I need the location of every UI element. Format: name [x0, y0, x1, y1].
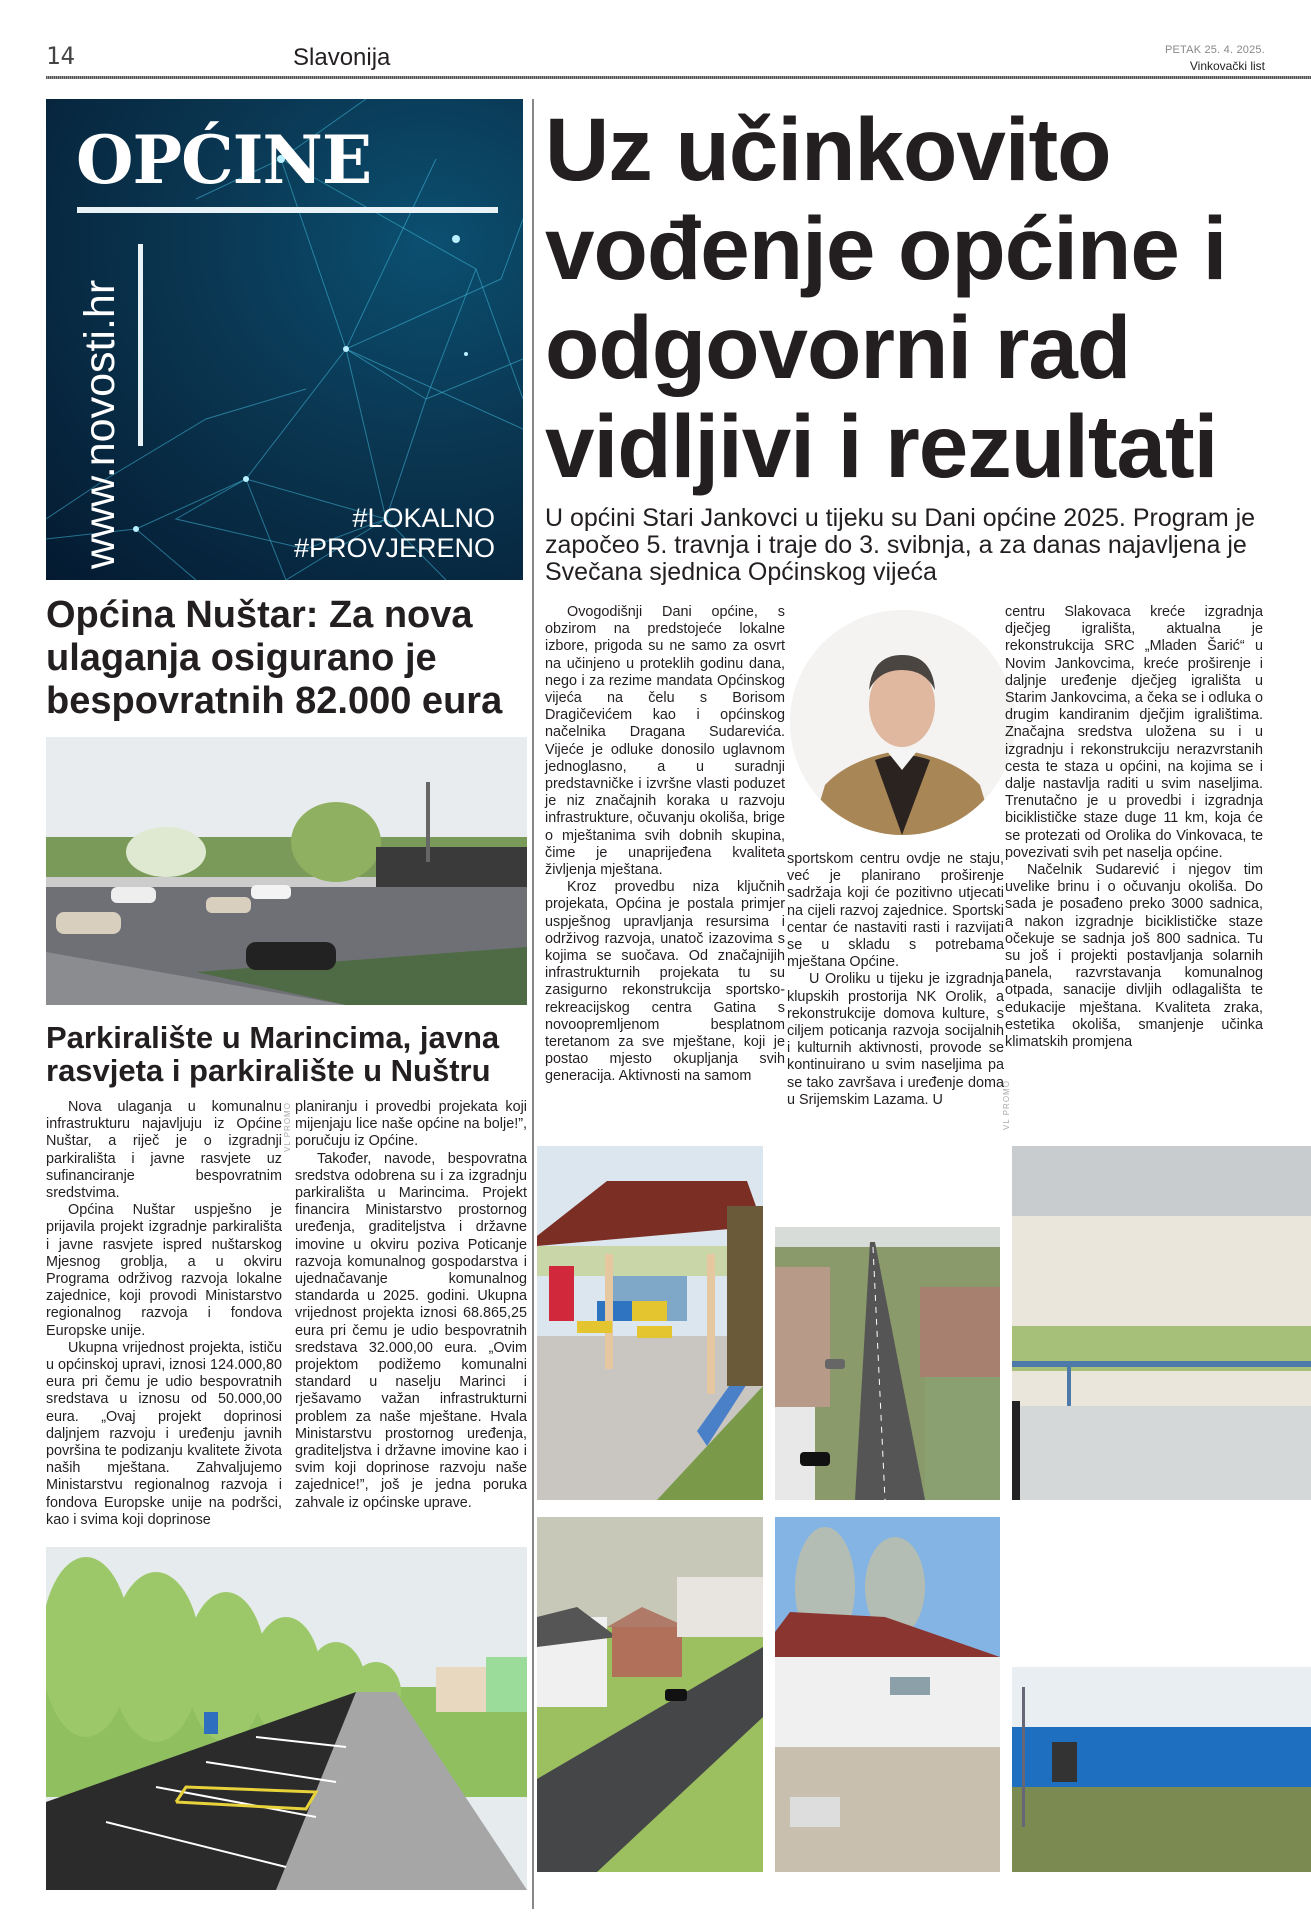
mayor-portrait — [790, 610, 1015, 835]
main-headline: Uz učinkovito vođenje općine i odgovorni rad vidljivi i rezultati — [545, 99, 1227, 496]
paragraph: Načelnik Sudarević i njegov tim uvelike brinu i o očuvanju okoliša. Do sada je posađeno preko 3000 sadnica, a nakon izgradnje biciklističke staze očekuje se sadnja još 800 sadnica. Tu su još i projekti postavljanja solarnih panela, razvrstavanja komunalnog otpada, sanacije divljih odlagališta te edukacije mještana. Kvaliteta zraka, estetika okoliša, smanjenje učinka klimatskih promjena — [1005, 862, 1263, 1051]
banner-hashtags — [294, 503, 495, 563]
paragraph: Kroz provedbu niza ključnih projekata, Općina je postala primjer uspješnog upravljanja resursima i održivog razvoja, unatoč izazovima s kojima se suočava. Od značajnijih infrastrukturnih projekata tu su zasigurno rekonstrukcija sportsko-rekreacijskog centra Gatina s novoopremljenom besplatnom teretanom za sve mještane, koji je postao mjesto okupljanja svih generacija. Aktivnosti na samom — [545, 879, 785, 1085]
section-title: Slavonija — [293, 44, 391, 71]
nustar-headline: Općina Nuštar: Za nova ulaganja osigurano je bespovratnih 82.000 eura — [46, 594, 503, 722]
gallery-photo-street — [537, 1517, 763, 1872]
banner-url-link[interactable]: www.novosti.hr — [76, 279, 124, 569]
issue-date: PETAK 25. 4. 2025. — [1164, 44, 1265, 56]
promo-label: VL PROMO — [283, 1102, 292, 1152]
opcine-banner-ad[interactable] — [46, 99, 523, 580]
paragraph: U Oroliku u tijeku je izgradnja klupskih prostorija NK Orolik, a rekonstrukcije domova kulture, s ciljem poticanja razvoja socijalnih i kulturnih aktivnosti, provode se kontinuirano u svim naseljima pa se tako završava i uređenje doma u Srijemskim Lazama. U — [787, 971, 1004, 1108]
promo-label: VL PROMO — [1002, 1080, 1011, 1130]
page-number: 14 — [46, 42, 75, 70]
paragraph: Ukupna vrijednost projekta, ističu u općinskoj upravi, iznosi 124.000,80 eura pri čemu je udio bespovratnih sredstava u iznosu od 50.000,00 eura. „Ovaj projekt doprinosi daljnjem razvoju i uređenju javnih površina te podizanju kvalitete života naših mještana. Zahvaljujemo Ministarstvu regionalnog razvoja i fondova Europske unije na podršci, kao i svima koji doprinose — [46, 1339, 282, 1528]
nustar-parking-photo — [46, 737, 527, 1005]
main-deck: U općini Stari Jankovci u tijeku su Dani općine 2025. Program je započeo 5. travnja i traje do 3. svibnja, a za danas najavljena je Svečana sjednica Općinskog vijeća — [545, 504, 1256, 586]
nustar-body-column-2 — [295, 1099, 527, 1512]
paragraph: sportskom centru ovdje ne staju, već je planirano proširenje sadržaja koji će pozitivno utjecati na cijeli razvoj zajednice. Sportski centar će nastaviti rasti i razvijati se u skladu s potrebama mještana Općine. — [787, 851, 1004, 971]
header-rule — [46, 76, 1311, 79]
main-body-column-2 — [787, 851, 1004, 1109]
banner-title: OPĆINE — [76, 121, 372, 199]
gallery-photo-new-building — [775, 1517, 1000, 1872]
paragraph: planiranju i provedbi projekata koji mijenjaju lice naše općine na bolje!”, poručuju iz Općine. — [295, 1099, 527, 1150]
gallery-photo-blue-building — [1012, 1517, 1311, 1872]
main-body-column-3 — [1005, 604, 1263, 1051]
hashtag-provjereno: #PROVJERENO — [293, 533, 495, 563]
paragraph: Nova ulaganja u komunalnu infrastrukturu najavljuju iz Općine Nuštar, a riječ je o izgradnji parkirališta i javne rasvjete uz sufinanciranje bespovratnim sredstvima. — [46, 1099, 282, 1202]
gallery-photo-road — [775, 1227, 1000, 1500]
hashtag-lokalno: #LOKALNO — [352, 503, 495, 533]
paragraph: centru Slakovaca kreće izgradnja dječjeg igrališta, aktualna je rekonstrukcija SRC „Mladen Šarić“ u Novim Jankovcima, kreće proširenje i daljnje uređenje dječjeg igrališta u Starim Jankovcima, a čeka se i odluka o drugim kandiranim dječjim igralištima. Značajna sredstva uložena su i u izgradnju i rekonstrukciju nerazvrstanih cesta te staza u općini, na kojima se i dalje nastavlja raditi u svim naseljima. Trenutačno je u provedbi i izgradnja biciklističke staze duge 11 km, koja će se protezati od Orolika do Vinkovaca, te povezivati svih pet naselja općine. — [1005, 604, 1263, 861]
marinci-parking-render — [46, 1547, 527, 1890]
paragraph: Ovogodišnji Dani općine, s obzirom na predstojeće lokalne izbore, prigoda su ne samo za osvrt na učinjeno u proteklih godinu dana, nego i za rezime mandata Općinskog vijeća na čelu s Borisom Dragičevićem kao i općinskog načelnika Dragana Sudarevića. Vijeće je odluke donosilo uglavnom jednoglasno, a u suradnji predstavničke i izvršne vlasti poduzet je niz značajnih koraka u razvoju infrastrukture, očuvanju okoliša, brige o mještanima svih dobnih skupina, čime je unaprijeđena kvaliteta življenja mještana. — [545, 604, 785, 879]
gallery-photo-pavilion — [537, 1146, 763, 1500]
publication-name: Vinkovački list — [1189, 59, 1265, 73]
main-body-column-1 — [545, 604, 785, 1086]
banner-vertical-rule — [138, 244, 143, 446]
nustar-subhead: Parkiralište u Marincima, javna rasvjeta i parkiralište u Nuštru — [46, 1020, 500, 1088]
paragraph: Također, navode, bespovratna sredstva odobrena su i za izgradnju parkirališta u Marincima. Projekt financira Ministarstvo prostornog uređenja, graditeljstva i državne imovine u okviru poziva Poticanje razvoja komunalnog gospodarstva i ujednačavanje komunalnog standarda u 2025. godini. Ukupna vrijednost projekta iznosi 68.865,25 eura pri čemu je udio bespovratnih sredstava 32.000,00 eura. „Ovim projektom podižemo komunalni standard u naselju Marinci i rješavamo važan infrastrukturni problem za naše mještane. Hvala Ministarstvu prostornog uređenja, graditeljstva i državne imovine kao i svim koji doprinose razvoju naše zajednice!”, još je jedna poruka zahvale iz općinske uprave. — [295, 1150, 527, 1511]
column-divider — [532, 99, 534, 1909]
nustar-body-column-1 — [46, 1099, 282, 1529]
banner-rule — [77, 207, 498, 213]
gallery-photo-gym — [1012, 1146, 1311, 1500]
paragraph: Općina Nuštar uspješno je prijavila projekt izgradnje parkirališta i javne rasvjete ispred nuštarskog Mjesnog groblja, a u okviru Programa održivog razvoja lokalne zajednice, koji provodi Ministarstvo regionalnog razvoja i fondova Europske unije. — [46, 1202, 282, 1339]
